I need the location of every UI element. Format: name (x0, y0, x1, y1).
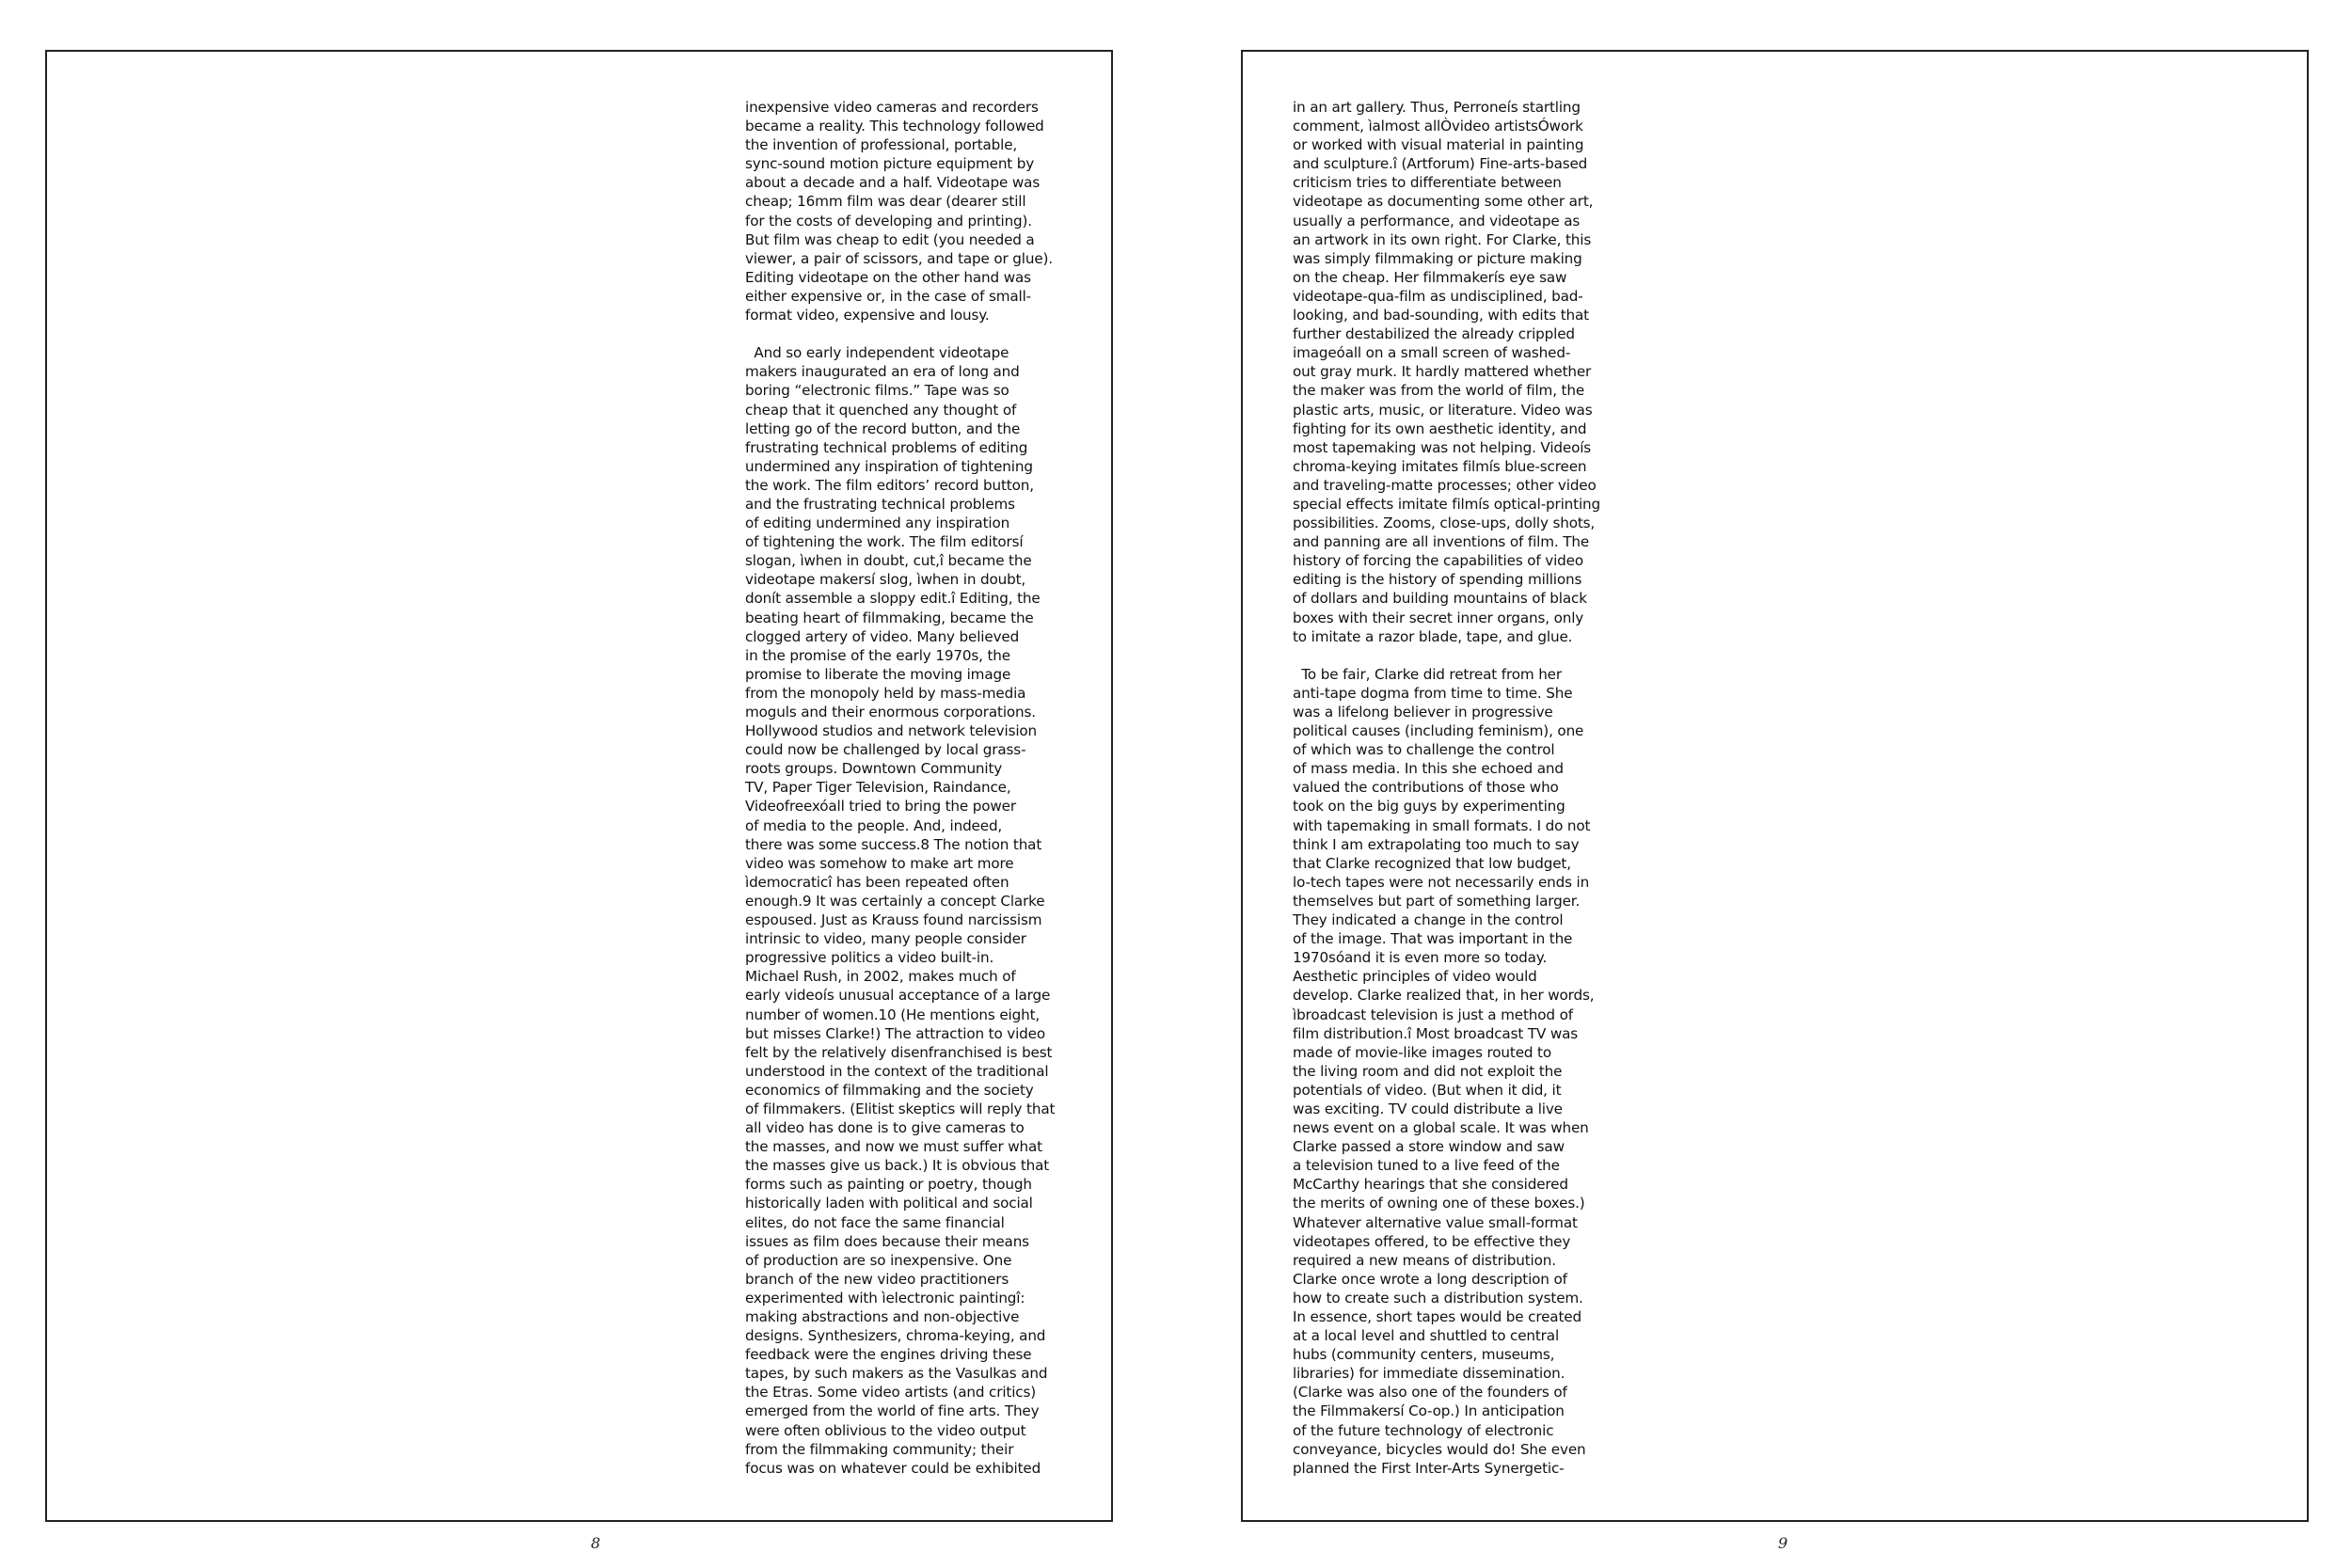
text-line: slogan, ìwhen in doubt, cut,î became the (745, 552, 1032, 570)
text-line: boxes with their secret inner organs, only (1293, 609, 1584, 626)
text-line: video was somehow to make art more (745, 854, 1014, 872)
text-line: from the monopoly held by mass-media (745, 684, 1026, 702)
paragraph (745, 343, 1060, 1478)
text-line: how to create such a distribution system. (1293, 1289, 1583, 1307)
left-page (45, 50, 1113, 1522)
text-line: in an art gallery. Thus, Perroneís startling (1293, 99, 1581, 116)
text-line: emerged from the world of fine arts. They (745, 1402, 1040, 1420)
text-line: lo-tech tapes were not necessarily ends in (1293, 873, 1590, 891)
text-line: promise to liberate the moving image (745, 665, 1011, 683)
text-line: required a new means of distribution. (1293, 1251, 1556, 1269)
text-line: and sculpture.î (Artforum) Fine-arts-based (1293, 155, 1588, 173)
text-line: planned the First Inter-Arts Synergetic- (1293, 1459, 1565, 1477)
text-line: early videoís unusual acceptance of a large (745, 987, 1051, 1005)
text-line: and the frustrating technical problems (745, 495, 1015, 513)
text-line: espoused. Just as Krauss found narcissism (745, 911, 1042, 929)
text-line: Michael Rush, in 2002, makes much of (745, 968, 1016, 986)
text-line: made of movie-like images routed to (1293, 1043, 1551, 1061)
text-line: of editing undermined any inspiration (745, 515, 1010, 532)
text-line: or worked with visual material in painting (1293, 136, 1584, 154)
text-line: political causes (including feminism), one (1293, 722, 1584, 740)
left-page-number: 8 (591, 1534, 601, 1552)
text-line: frustrating technical problems of editing (745, 438, 1028, 456)
paragraph (1293, 665, 1608, 1478)
text-line: the Filmmakersí Co-op.) In anticipation (1293, 1402, 1565, 1420)
text-line: potentials of video. (But when it did, it (1293, 1081, 1562, 1099)
text-line: of media to the people. And, indeed, (745, 816, 1003, 834)
text-line: the living room and did not exploit the (1293, 1062, 1563, 1080)
text-line: Editing videotape on the other hand was (745, 268, 1031, 286)
text-line: clogged artery of video. Many believed (745, 627, 1020, 645)
text-line: chroma-keying imitates filmís blue-screen (1293, 457, 1587, 475)
right-page (1241, 50, 2309, 1522)
text-line: videotapes offered, to be effective they (1293, 1232, 1571, 1250)
text-line: and panning are all inventions of film. The (1293, 533, 1590, 551)
text-line: McCarthy hearings that she considered (1293, 1176, 1568, 1194)
text-line: comment, ìalmost allÒvideo artistsÓwork (1293, 118, 1583, 135)
text-line: makers inaugurated an era of long and (745, 363, 1020, 381)
text-line: with tapemaking in small formats. I do not (1293, 816, 1591, 834)
text-line: was a lifelong believer in progressive (1293, 704, 1553, 721)
text-line: videotape-qua-film as undisciplined, bad- (1293, 287, 1583, 305)
text-line: took on the big guys by experimenting (1293, 798, 1565, 816)
text-line: of the image. That was important in the (1293, 930, 1573, 948)
text-line: making abstractions and non-objective (745, 1308, 1020, 1325)
text-line: cheap that it quenched any thought of (745, 401, 1017, 419)
text-line: film distribution.î Most broadcast TV was (1293, 1024, 1579, 1042)
text-line: valued the contributions of those who (1293, 779, 1559, 797)
text-line: hubs (community centers, museums, (1293, 1346, 1555, 1364)
text-line: news event on a global scale. It was when (1293, 1119, 1589, 1137)
text-line: enough.9 It was certainly a concept Clarke (745, 892, 1045, 910)
text-line: format video, expensive and lousy. (745, 307, 990, 325)
text-line: (Clarke was also one of the founders of (1293, 1384, 1567, 1402)
text-line: beating heart of filmmaking, became the (745, 609, 1034, 626)
text-line: Videofreexóall tried to bring the power (745, 798, 1016, 816)
left-text-column (745, 98, 1060, 1478)
text-line: economics of filmmaking and the society (745, 1081, 1034, 1099)
text-line: experimented with ìelectronic paintingî: (745, 1289, 1025, 1307)
text-line: branch of the new video practitioners (745, 1270, 1009, 1288)
text-line: were often oblivious to the video output (745, 1421, 1026, 1439)
text-line: videotape as documenting some other art, (1293, 193, 1594, 211)
text-line: of dollars and building mountains of black (1293, 590, 1587, 608)
text-line: sync-sound motion picture equipment by (745, 155, 1035, 173)
text-line: forms such as painting or poetry, though (745, 1176, 1032, 1194)
text-line: that Clarke recognized that low budget, (1293, 854, 1571, 872)
text-line: boring “electronic films.” Tape was so (745, 382, 1009, 400)
text-line: In essence, short tapes would be created (1293, 1308, 1581, 1325)
text-line: from the filmmaking community; their (745, 1440, 1014, 1458)
text-line: special effects imitate filmís optical-printing (1293, 495, 1600, 513)
text-line: donít assemble a sloppy edit.î Editing, the (745, 590, 1041, 608)
text-line: inexpensive video cameras and recorders (745, 99, 1039, 116)
text-line: the merits of owning one of these boxes.) (1293, 1195, 1585, 1212)
text-line: was exciting. TV could distribute a live (1293, 1100, 1563, 1117)
text-line: Clarke passed a store window and saw (1293, 1138, 1565, 1156)
text-line: to imitate a razor blade, tape, and glue. (1293, 627, 1573, 645)
paragraph (1293, 98, 1608, 646)
text-line: roots groups. Downtown Community (745, 760, 1003, 778)
text-line: the invention of professional, portable, (745, 136, 1018, 154)
text-line: cheap; 16mm film was dear (dearer still (745, 193, 1026, 211)
text-line: at a local level and shuttled to central (1293, 1327, 1560, 1345)
text-line: feedback were the engines driving these (745, 1346, 1032, 1364)
paragraph-gap (1293, 646, 1608, 665)
text-line: issues as film does because their means (745, 1232, 1029, 1250)
text-line: editing is the history of spending millions (1293, 571, 1582, 589)
text-line: And so early independent videotape (745, 344, 1009, 362)
text-line: historically laden with political and social (745, 1195, 1033, 1212)
paragraph-gap (745, 325, 1060, 343)
text-line: anti-tape dogma from time to time. She (1293, 684, 1573, 702)
text-line: TV, Paper Tiger Television, Raindance, (745, 779, 1011, 797)
text-line: conveyance, bicycles would do! She even (1293, 1440, 1586, 1458)
text-line: of which was to challenge the control (1293, 741, 1555, 759)
text-line: the work. The film editors’ record button, (745, 476, 1034, 494)
text-line: designs. Synthesizers, chroma-keying, and (745, 1327, 1046, 1345)
text-line: Clarke once wrote a long description of (1293, 1270, 1567, 1288)
text-line: the Etras. Some video artists (and critics) (745, 1384, 1037, 1402)
text-line: became a reality. This technology followed (745, 118, 1044, 135)
text-line: progressive politics a video built-in. (745, 949, 994, 967)
text-line: an artwork in its own right. For Clarke, this (1293, 230, 1592, 248)
text-line: out gray murk. It hardly mattered whether (1293, 363, 1592, 381)
text-line: the masses, and now we must suffer what (745, 1138, 1042, 1156)
text-line: To be fair, Clarke did retreat from her (1293, 665, 1562, 683)
text-line: was simply filmmaking or picture making (1293, 249, 1582, 267)
text-line: of the future technology of electronic (1293, 1421, 1554, 1439)
text-line: there was some success.8 The notion that (745, 835, 1042, 853)
text-line: most tapemaking was not helping. Videoís (1293, 438, 1592, 456)
text-line: of mass media. In this she echoed and (1293, 760, 1564, 778)
text-line: about a decade and a half. Videotape was (745, 174, 1041, 192)
text-line: possibilities. Zooms, close-ups, dolly shots, (1293, 515, 1596, 532)
text-line: libraries) for immediate dissemination. (1293, 1365, 1565, 1383)
text-line: but misses Clarke!) The attraction to video (745, 1024, 1046, 1042)
text-line: plastic arts, music, or literature. Video was (1293, 401, 1593, 419)
text-line: videotape makersí slog, ìwhen in doubt, (745, 571, 1026, 589)
text-line: history of forcing the capabilities of video (1293, 552, 1584, 570)
text-line: of filmmakers. (Elitist skeptics will reply that (745, 1100, 1056, 1117)
text-line: of production are so inexpensive. One (745, 1251, 1012, 1269)
text-line: ìbroadcast television is just a method of (1293, 1006, 1573, 1023)
text-line: imageóall on a small screen of washed- (1293, 344, 1571, 362)
text-line: a television tuned to a live feed of the (1293, 1157, 1560, 1175)
text-line: undermined any inspiration of tightening (745, 457, 1033, 475)
text-line: develop. Clarke realized that, in her words, (1293, 987, 1595, 1005)
text-line: of tightening the work. The film editorsí (745, 533, 1024, 551)
text-line: looking, and bad-sounding, with edits that (1293, 307, 1589, 325)
text-line: But film was cheap to edit (you needed a (745, 230, 1035, 248)
text-line: Aesthetic principles of video would (1293, 968, 1537, 986)
text-line: all video has done is to give cameras to (745, 1119, 1025, 1137)
text-line: and traveling-matte processes; other video (1293, 476, 1597, 494)
text-line: fighting for its own aesthetic identity, and (1293, 420, 1587, 437)
text-line: felt by the relatively disenfranchised is best (745, 1043, 1053, 1061)
text-line: understood in the context of the traditional (745, 1062, 1049, 1080)
text-line: either expensive or, in the case of small- (745, 287, 1031, 305)
right-page-number: 9 (1778, 1534, 1788, 1552)
text-line: themselves but part of something larger. (1293, 892, 1581, 910)
text-line: could now be challenged by local grass- (745, 741, 1026, 759)
text-line: ìdemocraticî has been repeated often (745, 873, 1009, 891)
text-line: elites, do not face the same financial (745, 1213, 1005, 1231)
text-line: viewer, a pair of scissors, and tape or glue). (745, 249, 1053, 267)
text-line: think I am extrapolating too much to say (1293, 835, 1580, 853)
text-line: usually a performance, and videotape as (1293, 212, 1581, 230)
text-line: the maker was from the world of film, the (1293, 382, 1585, 400)
text-line: letting go of the record button, and the (745, 420, 1021, 437)
text-line: in the promise of the early 1970s, the (745, 646, 1010, 664)
text-line: 1970sóand it is even more so today. (1293, 949, 1548, 967)
text-line: moguls and their enormous corporations. (745, 704, 1036, 721)
text-line: tapes, by such makers as the Vasulkas and (745, 1365, 1048, 1383)
right-text-column (1293, 98, 1608, 1478)
text-line: on the cheap. Her filmmakerís eye saw (1293, 268, 1567, 286)
text-line: Hollywood studios and network television (745, 722, 1038, 740)
text-line: the masses give us back.) It is obvious that (745, 1157, 1050, 1175)
text-line: Whatever alternative value small-format (1293, 1213, 1578, 1231)
text-line: number of women.10 (He mentions eight, (745, 1006, 1041, 1023)
text-line: intrinsic to video, many people consider (745, 930, 1026, 948)
text-line: for the costs of developing and printing). (745, 212, 1032, 230)
text-line: focus was on whatever could be exhibited (745, 1459, 1041, 1477)
text-line: They indicated a change in the control (1293, 911, 1564, 929)
paragraph (745, 98, 1060, 325)
text-line: criticism tries to differentiate between (1293, 174, 1562, 192)
text-line: further destabilized the already crippled (1293, 325, 1575, 343)
